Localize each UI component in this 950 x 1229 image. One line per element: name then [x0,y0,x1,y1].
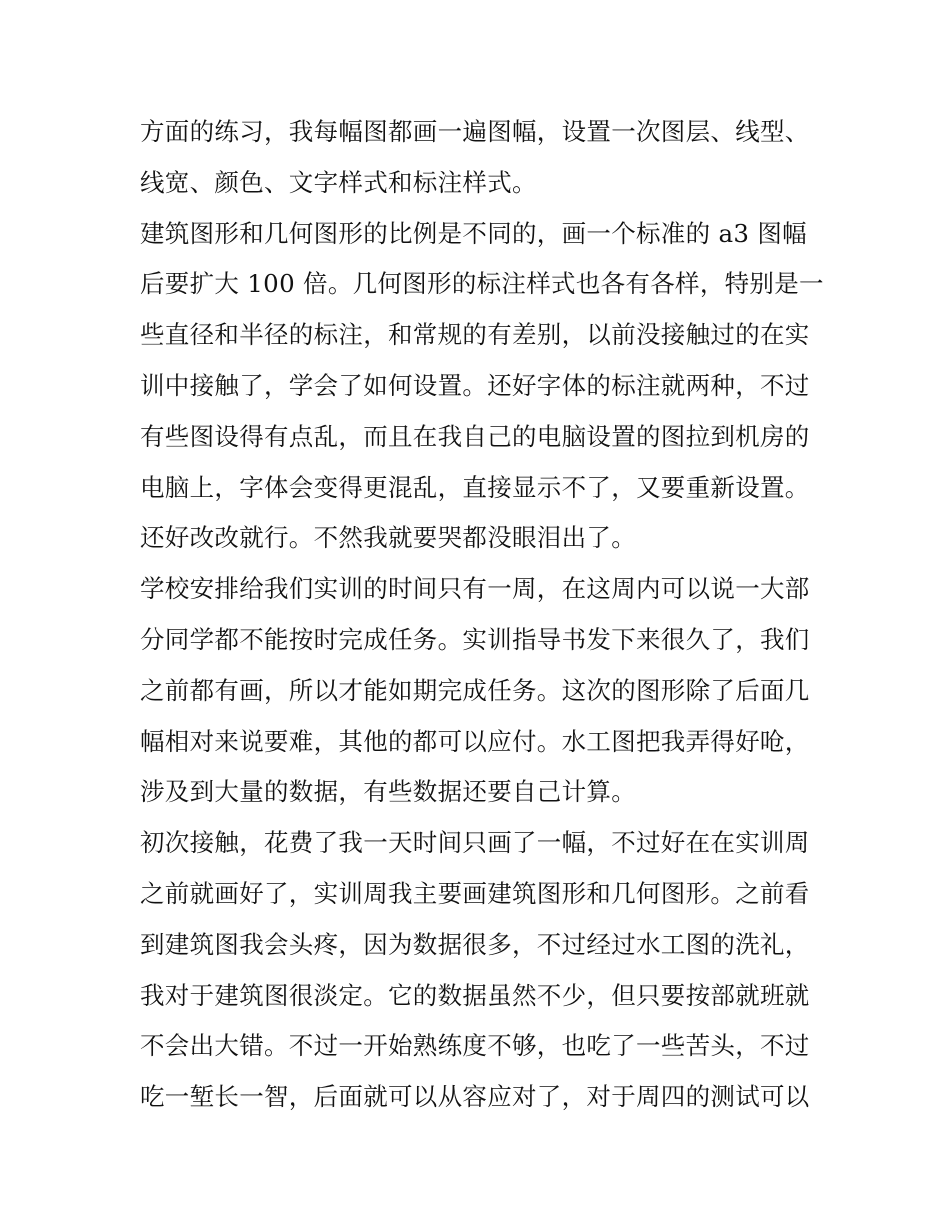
text-line: 建筑图形和几何图形的比例是不同的，画一个标准的 a3 图幅 [140,218,807,248]
text-line: 之前就画好了，实训周我主要画建筑图形和几何图形。之前看 [140,878,810,908]
text-line: 之前都有画，所以才能如期完成任务。这次的图形除了后面几 [140,675,810,705]
text-line: 涉及到大量的数据，有些数据还要自己计算。 [140,777,636,807]
text-line: 学校安排给我们实训的时间只有一周，在这周内可以说一大部 [140,574,810,604]
text-line: 电脑上，字体会变得更混乱，直接显示不了，又要重新设置。 [140,472,810,502]
text-line: 训中接触了，学会了如何设置。还好字体的标注就两种，不过 [140,370,810,400]
body-text [140,107,824,1123]
text-line: 吃一堑长一智，后面就可以从容应对了，对于周四的测试可以 [140,1082,810,1112]
text-line: 后要扩大 100 倍。几何图形的标注样式也各有各样，特别是一 [140,269,824,299]
text-line: 初次接触，花费了我一天时间只画了一幅，不过好在在实训周 [140,828,810,858]
text-line: 我对于建筑图很淡定。它的数据虽然不少，但只要按部就班就 [140,980,810,1010]
text-line: 有些图设得有点乱，而且在我自己的电脑设置的图拉到机房的 [140,421,810,451]
text-line: 幅相对来说要难，其他的都可以应付。水工图把我弄得好呛， [140,726,810,756]
text-line: 方面的练习，我每幅图都画一遍图幅，设置一次图层、线型、 [140,117,810,146]
text-line: 到建筑图我会头疼，因为数据很多，不过经过水工图的洗礼， [140,929,810,959]
text-line: 线宽、颜色、文字样式和标注样式。 [140,167,537,197]
text-line: 些直径和半径的标注，和常规的有差别，以前没接触过的在实 [140,320,810,350]
text-line: 还好改改就行。不然我就要哭都没眼泪出了。 [140,523,636,553]
text-line: 不会出大错。不过一开始熟练度不够，也吃了一些苦头，不过 [140,1031,810,1061]
text-line: 分同学都不能按时完成任务。实训指导书发下来很久了，我们 [140,624,810,654]
